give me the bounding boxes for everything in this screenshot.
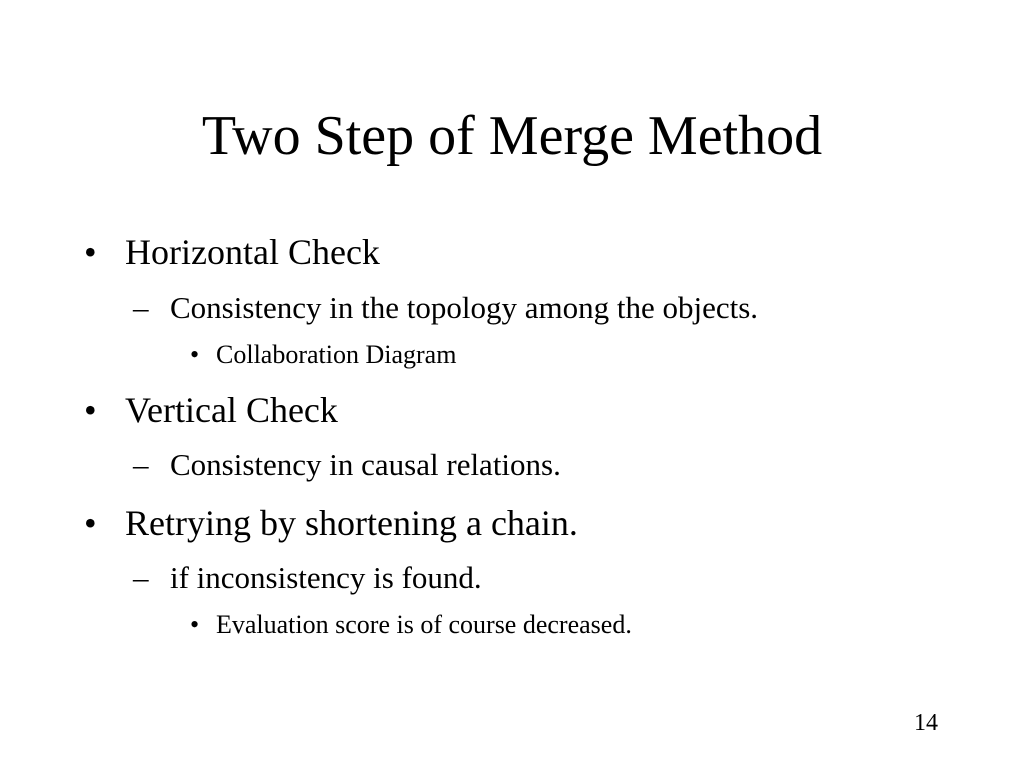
bullet-marker: •	[190, 340, 200, 369]
bullet-text: Retrying by shortening a chain.	[125, 503, 578, 543]
sub-sub-item-text: Collaboration Diagram	[216, 340, 457, 369]
dash-marker: –	[133, 290, 149, 325]
sub-item-text: Consistency in causal relations.	[170, 447, 561, 482]
bullet-text: Horizontal Check	[125, 232, 380, 272]
slide-title: Two Step of Merge Method	[201, 105, 823, 167]
page-number: 14	[914, 710, 938, 736]
sub-item-text: Consistency in the topology among the objects.	[170, 290, 759, 325]
dash-marker: –	[133, 560, 149, 595]
bullet-marker: •	[84, 232, 97, 272]
sub-item-text: if inconsistency is found.	[170, 560, 482, 595]
bullet-marker: •	[84, 390, 97, 430]
bullet-marker: •	[190, 610, 200, 639]
bullet-text: Vertical Check	[125, 390, 338, 430]
sub-sub-item-text: Evaluation score is of course decreased.	[216, 610, 632, 639]
dash-marker: –	[133, 447, 149, 482]
bullet-marker: •	[84, 503, 97, 543]
